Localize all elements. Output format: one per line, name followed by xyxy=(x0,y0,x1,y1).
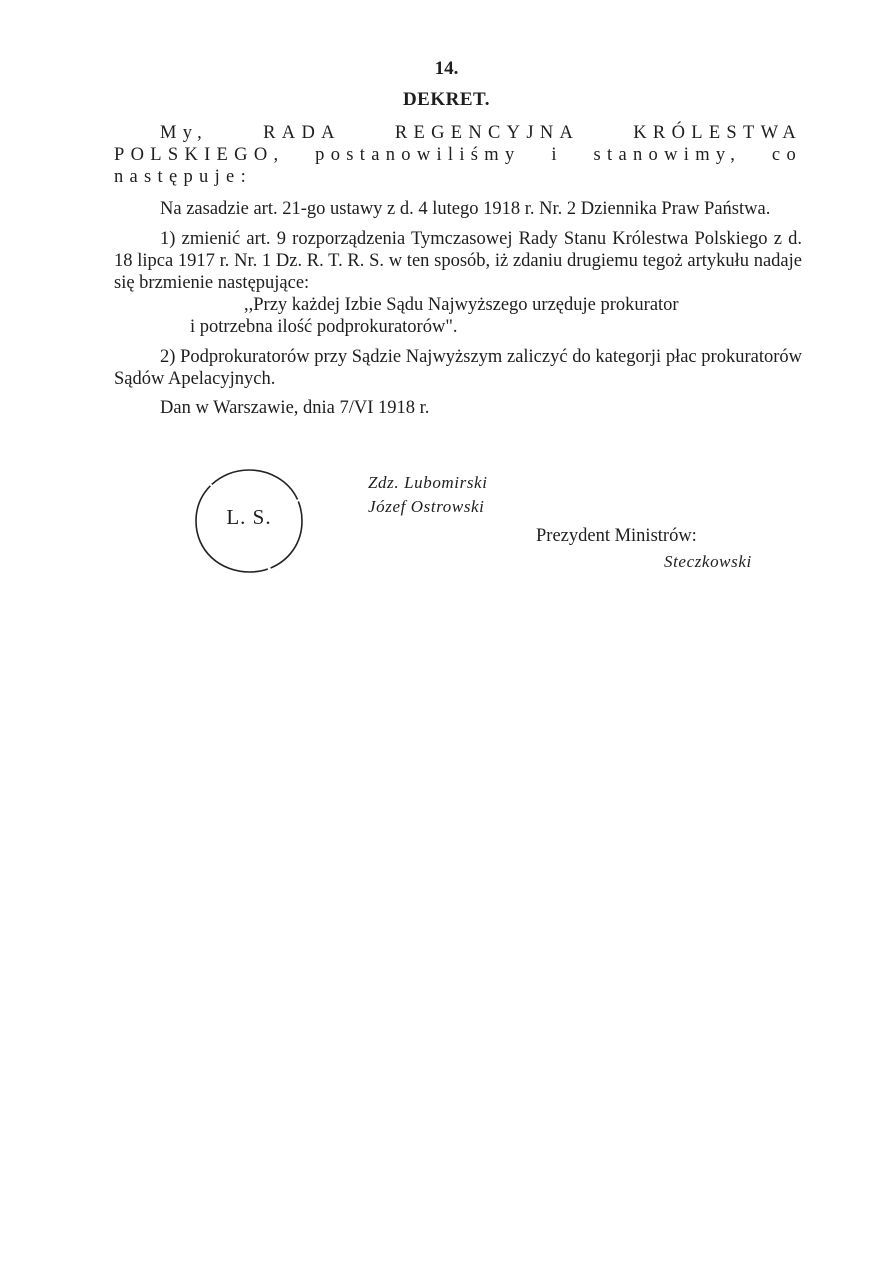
point-2-paragraph: 2) Podprokuratorów przy Sądzie Najwyższym zaliczyć do kategorji płac prokuratorów Sądów Apelacyjnych. xyxy=(114,347,802,389)
point-1-paragraph: 1) zmienić art. 9 rozporządzenia Tymczasowej Rady Stanu Królestwa Polskiego z d. 18 lipca 1917 r. Nr. 1 Dz. R. T. R. S. w ten sposób, iż zdaniu drugiemu tegoż artykułu nadaje się brzmienie następujące: xyxy=(114,229,802,293)
prime-minister-label: Prezydent Ministrów: xyxy=(536,526,697,546)
document-number: 14. xyxy=(434,58,459,79)
signature-lubomirski: Zdz. Lubomirski xyxy=(368,473,488,492)
quote-line-2: i potrzebna ilość podprokuratorów". xyxy=(190,317,458,337)
quoted-provision xyxy=(114,294,802,338)
intro-paragraph: My, RADA REGENCYJNA KRÓLESTWA POLSKIEGO, postanowiliśmy i stanowimy, co następuje: xyxy=(114,123,802,187)
seal-text: L. S. xyxy=(226,505,272,529)
quote-line-1: ,,Przy każdej Izbie Sądu Najwyższego urzęduje prokurator xyxy=(244,295,679,315)
date-line: Dan w Warszawie, dnia 7/VI 1918 r. xyxy=(160,398,430,418)
document-title: DEKRET. xyxy=(402,89,491,110)
signature-steczkowski: Steczkowski xyxy=(664,552,752,571)
decree-body xyxy=(114,122,802,419)
signature-ostrowski: Józef Ostrowski xyxy=(368,497,485,516)
legal-basis-paragraph: Na zasadzie art. 21-go ustawy z d. 4 lutego 1918 r. Nr. 2 Dziennika Praw Państwa. xyxy=(160,199,771,219)
